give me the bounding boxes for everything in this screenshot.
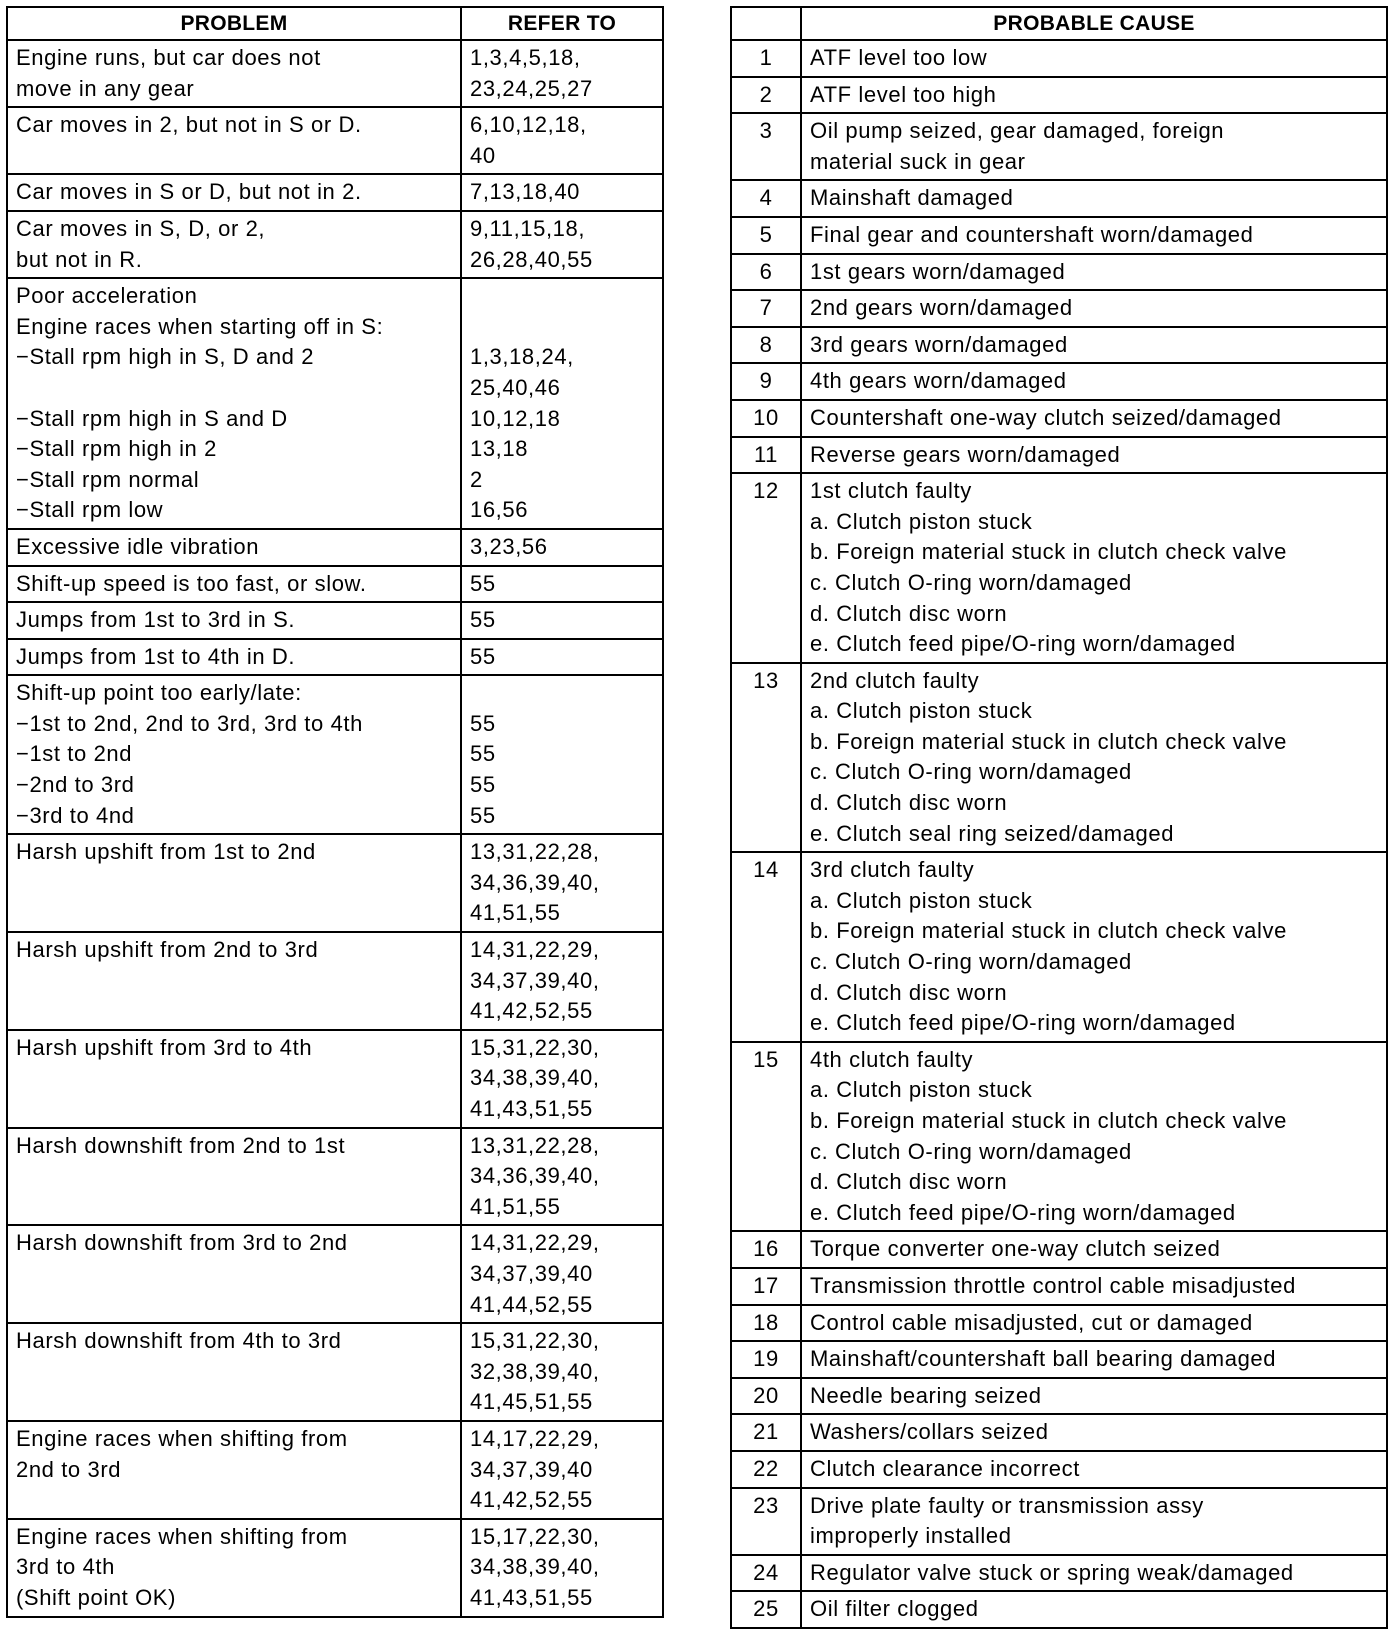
problem-cell (7, 1519, 461, 1617)
cause-row (731, 290, 1387, 327)
refer-to-line: 34,37,39,40 (470, 1456, 593, 1482)
refer-to-cell (461, 1128, 663, 1226)
refer-to-line: 13,31,22,28, (470, 1132, 600, 1158)
refer-to-line (470, 312, 654, 343)
refer-to-line: 15,17,22,30, (470, 1523, 600, 1549)
refer-to-line: 41,43,51,55 (470, 1584, 593, 1610)
cause-number: 16 (731, 1231, 801, 1268)
cause-text-line: a. Clutch piston stuck (810, 1077, 1033, 1103)
problem-text-line: Excessive idle vibration (16, 533, 260, 559)
refer-to-cell (461, 107, 663, 174)
refer-to-line: 2 (470, 466, 483, 492)
cause-text-line: b. Foreign material stuck in clutch check valve (810, 918, 1287, 944)
problem-text-line: (Shift point OK) (16, 1584, 176, 1610)
cause-cell (801, 1378, 1387, 1415)
refer-to-cell (461, 211, 663, 278)
cause-cell (801, 1488, 1387, 1555)
problem-cell (7, 1323, 461, 1421)
cause-text-line: c. Clutch O-ring worn/damaged (810, 759, 1132, 785)
problem-row (7, 174, 663, 211)
problem-text-line: 3rd to 4th (16, 1554, 115, 1580)
problem-text-line: −1st to 2nd (16, 741, 133, 767)
problem-text-line: Harsh upshift from 3rd to 4th (16, 1034, 313, 1060)
spacer-line (16, 1357, 452, 1388)
problem-cell (7, 1128, 461, 1226)
cause-number: 3 (731, 113, 801, 180)
refer-to-header: REFER TO (461, 7, 663, 40)
cause-cell (801, 1451, 1387, 1488)
cause-number: 2 (731, 77, 801, 114)
cause-cell (801, 1555, 1387, 1592)
cause-cell (801, 1042, 1387, 1232)
problem-text-line: Engine runs, but car does not (16, 45, 321, 70)
cause-number: 18 (731, 1305, 801, 1342)
refer-to-line: 26,28,40,55 (470, 246, 593, 272)
problem-text-line: −Stall rpm low (16, 497, 164, 523)
problem-cell (7, 932, 461, 1030)
spacer-line (16, 996, 452, 1027)
cause-text-line: b. Foreign material stuck in clutch check valve (810, 728, 1287, 754)
problem-text-line: Harsh upshift from 2nd to 3rd (16, 937, 319, 963)
problem-row (7, 602, 663, 639)
cause-row (731, 663, 1387, 853)
cause-text-line: c. Clutch O-ring worn/damaged (810, 569, 1132, 595)
refer-to-line: 34,37,39,40, (470, 967, 600, 993)
refer-to-line: 14,17,22,29, (470, 1425, 600, 1451)
cause-text-line: Regulator valve stuck or spring weak/damaged (810, 1559, 1294, 1585)
cause-text-line: 4th gears worn/damaged (810, 368, 1067, 394)
cause-number: 10 (731, 400, 801, 437)
problem-text-line: Engine races when shifting from (16, 1523, 348, 1549)
spacer-line (16, 1094, 452, 1125)
cause-row (731, 1488, 1387, 1555)
problem-row (7, 1225, 663, 1323)
problem-table (6, 6, 664, 1618)
refer-to-line (470, 281, 654, 312)
spacer-line (16, 966, 452, 997)
cause-cell (801, 290, 1387, 327)
problem-row (7, 1421, 663, 1519)
cause-row (731, 1378, 1387, 1415)
spacer-line (16, 1259, 452, 1290)
problem-cell (7, 1421, 461, 1519)
cause-number: 8 (731, 327, 801, 364)
problem-text-line: −Stall rpm high in S and D (16, 405, 288, 431)
cause-table-body (731, 40, 1387, 1628)
cause-number: 6 (731, 254, 801, 291)
problem-text-line: Harsh upshift from 1st to 2nd (16, 839, 316, 865)
cause-cell (801, 77, 1387, 114)
spacer-line (16, 1387, 452, 1418)
cause-cell (801, 1305, 1387, 1342)
cause-text-line: Oil pump seized, gear damaged, foreign (810, 118, 1225, 144)
cause-cell (801, 1231, 1387, 1268)
refer-to-line: 9,11,15,18, (470, 215, 586, 241)
problem-row (7, 566, 663, 603)
cause-cell (801, 663, 1387, 853)
problem-row (7, 639, 663, 676)
refer-to-line: 34,36,39,40, (470, 1163, 600, 1189)
cause-text-line: d. Clutch disc worn (810, 1169, 1008, 1195)
cause-text-line: 1st gears worn/damaged (810, 258, 1066, 284)
refer-to-cell (461, 932, 663, 1030)
refer-to-line: 40 (470, 142, 496, 168)
cause-table-header (731, 7, 1387, 40)
cause-number: 11 (731, 437, 801, 474)
refer-to-cell (461, 639, 663, 676)
cause-text-line: Torque converter one-way clutch seized (810, 1236, 1221, 1262)
cause-text-line: e. Clutch feed pipe/O-ring worn/damaged (810, 1199, 1236, 1225)
problem-text-line: −Stall rpm normal (16, 466, 200, 492)
problem-text-line: Poor acceleration (16, 283, 198, 309)
cause-cell (801, 40, 1387, 77)
refer-to-line: 55 (470, 607, 496, 633)
problem-table-header (7, 7, 663, 40)
cause-text-line: d. Clutch disc worn (810, 979, 1008, 1005)
problem-table-body (7, 40, 663, 1617)
problem-cell (7, 278, 461, 529)
cause-cell (801, 1341, 1387, 1378)
problem-row (7, 278, 663, 529)
cause-number: 1 (731, 40, 801, 77)
refer-to-cell (461, 675, 663, 834)
refer-to-line: 41,51,55 (470, 900, 561, 926)
refer-to-line: 41,45,51,55 (470, 1389, 593, 1415)
problem-text-line: 2nd to 3rd (16, 1456, 122, 1482)
cause-number: 20 (731, 1378, 801, 1415)
refer-to-cell (461, 1519, 663, 1617)
refer-to-line (470, 678, 654, 709)
problem-cell (7, 639, 461, 676)
problem-cell (7, 566, 461, 603)
problem-text-line: −Stall rpm high in 2 (16, 436, 217, 462)
refer-to-line: 55 (470, 710, 496, 736)
cause-text-line: a. Clutch piston stuck (810, 698, 1033, 724)
problem-row (7, 1323, 663, 1421)
cause-cell (801, 113, 1387, 180)
problem-row (7, 107, 663, 174)
problem-row (7, 932, 663, 1030)
cause-text-line: 1st clutch faulty (810, 478, 972, 504)
refer-to-line: 34,37,39,40 (470, 1260, 593, 1286)
refer-to-cell (461, 1421, 663, 1519)
refer-to-line: 7,13,18,40 (470, 179, 580, 205)
cause-text-line: e. Clutch feed pipe/O-ring worn/damaged (810, 631, 1236, 657)
refer-to-cell (461, 1323, 663, 1421)
refer-to-line: 3,23,56 (470, 533, 548, 559)
problem-row (7, 675, 663, 834)
refer-to-line: 55 (470, 741, 496, 767)
cause-text-line: Transmission throttle control cable misadjusted (810, 1272, 1296, 1298)
refer-to-line: 55 (470, 772, 496, 798)
cause-text-line: improperly installed (810, 1523, 1012, 1549)
refer-to-cell (461, 1225, 663, 1323)
cause-text-line: Drive plate faulty or transmission assy (810, 1492, 1204, 1518)
problem-text-line: Jumps from 1st to 4th in D. (16, 643, 296, 669)
cause-text-line: 2nd gears worn/damaged (810, 295, 1073, 321)
refer-to-line: 23,24,25,27 (470, 75, 593, 101)
cause-number: 12 (731, 473, 801, 663)
cause-text-line: ATF level too low (810, 45, 988, 70)
refer-to-line: 1,3,4,5,18, (470, 45, 581, 70)
cause-cell (801, 217, 1387, 254)
cause-row (731, 113, 1387, 180)
problem-row (7, 211, 663, 278)
cause-text-line: b. Foreign material stuck in clutch check valve (810, 539, 1287, 565)
problem-cell (7, 174, 461, 211)
refer-to-line: 32,38,39,40, (470, 1358, 600, 1384)
cause-cell (801, 473, 1387, 663)
cause-number: 14 (731, 852, 801, 1042)
refer-to-line: 55 (470, 643, 496, 669)
cause-row (731, 852, 1387, 1042)
refer-to-line: 14,31,22,29, (470, 1230, 600, 1256)
cause-text-line: 4th clutch faulty (810, 1046, 974, 1072)
problem-text-line: move in any gear (16, 75, 195, 101)
refer-to-line: 34,38,39,40, (470, 1065, 600, 1091)
cause-number: 15 (731, 1042, 801, 1232)
refer-to-cell (461, 566, 663, 603)
refer-to-line: 34,36,39,40, (470, 869, 600, 895)
cause-row (731, 1231, 1387, 1268)
cause-row (731, 254, 1387, 291)
cause-cell (801, 254, 1387, 291)
cause-text-line: c. Clutch O-ring worn/damaged (810, 1138, 1132, 1164)
problem-cell (7, 211, 461, 278)
cause-number: 17 (731, 1268, 801, 1305)
problem-cell (7, 1030, 461, 1128)
refer-to-line: 13,18 (470, 436, 529, 462)
spacer-line (16, 898, 452, 929)
refer-to-line: 16,56 (470, 497, 529, 523)
refer-to-line: 6,10,12,18, (470, 112, 587, 138)
cause-text-line: Needle bearing seized (810, 1382, 1042, 1408)
cause-number: 4 (731, 180, 801, 217)
refer-to-line: 13,31,22,28, (470, 839, 600, 865)
refer-to-line: 41,42,52,55 (470, 998, 593, 1024)
problem-text-line: −Stall rpm high in S, D and 2 (16, 344, 315, 370)
refer-to-line: 55 (470, 802, 496, 828)
problem-cell (7, 40, 461, 107)
problem-header: PROBLEM (7, 7, 461, 40)
cause-row (731, 40, 1387, 77)
spacer-line (16, 141, 452, 172)
spacer-line (16, 1161, 452, 1192)
spacer-line (16, 1063, 452, 1094)
refer-to-line: 41,42,52,55 (470, 1487, 593, 1513)
cause-cell (801, 327, 1387, 364)
refer-to-line: 14,31,22,29, (470, 937, 600, 963)
cause-row (731, 1268, 1387, 1305)
cause-cell (801, 852, 1387, 1042)
problem-text-line: −3rd to 4nd (16, 802, 135, 828)
problem-row (7, 1128, 663, 1226)
cause-cell (801, 437, 1387, 474)
cause-row (731, 1591, 1387, 1628)
cause-row (731, 1555, 1387, 1592)
cause-number: 9 (731, 363, 801, 400)
cause-text-line: Control cable misadjusted, cut or damaged (810, 1309, 1253, 1335)
cause-row (731, 327, 1387, 364)
problem-text-line: −2nd to 3rd (16, 772, 135, 798)
refer-to-line: 10,12,18 (470, 405, 561, 431)
cause-text-line: 3rd clutch faulty (810, 857, 975, 883)
problem-text-line: Harsh downshift from 4th to 3rd (16, 1328, 342, 1354)
cause-row (731, 400, 1387, 437)
cause-cell (801, 363, 1387, 400)
refer-to-line: 25,40,46 (470, 374, 561, 400)
cause-cell (801, 1591, 1387, 1628)
cause-row (731, 437, 1387, 474)
cause-row (731, 473, 1387, 663)
cause-text-line: Clutch clearance incorrect (810, 1455, 1080, 1481)
cause-text-line: Reverse gears worn/damaged (810, 441, 1121, 467)
cause-text-line: ATF level too high (810, 81, 997, 107)
cause-number-header (731, 7, 801, 40)
problem-text-line: Shift-up speed is too fast, or slow. (16, 570, 367, 596)
cause-text-line: d. Clutch disc worn (810, 790, 1008, 816)
spacer-line (16, 1290, 452, 1321)
problem-text-line: Car moves in S or D, but not in 2. (16, 179, 362, 205)
cause-text-line: Final gear and countershaft worn/damaged (810, 221, 1254, 247)
cause-number: 23 (731, 1488, 801, 1555)
cause-row (731, 363, 1387, 400)
cause-text-line: Oil filter clogged (810, 1596, 979, 1622)
probable-cause-header: PROBABLE CAUSE (801, 7, 1387, 40)
cause-row (731, 1341, 1387, 1378)
refer-to-line: 41,44,52,55 (470, 1291, 593, 1317)
cause-number: 22 (731, 1451, 801, 1488)
refer-to-line: 15,31,22,30, (470, 1034, 600, 1060)
problem-text-line: Engine races when starting off in S: (16, 313, 384, 339)
cause-number: 24 (731, 1555, 801, 1592)
cause-number: 5 (731, 217, 801, 254)
cause-row (731, 1451, 1387, 1488)
spacer-line (16, 1192, 452, 1223)
problem-row (7, 834, 663, 932)
problem-row (7, 529, 663, 566)
cause-row (731, 1042, 1387, 1232)
cause-text-line: c. Clutch O-ring worn/damaged (810, 949, 1132, 975)
cause-row (731, 217, 1387, 254)
refer-to-line: 41,51,55 (470, 1193, 561, 1219)
problem-text-line: Car moves in 2, but not in S or D. (16, 112, 362, 138)
refer-to-cell (461, 602, 663, 639)
problem-text-line: Jumps from 1st to 3rd in S. (16, 607, 296, 633)
problem-cell (7, 1225, 461, 1323)
cause-text-line: a. Clutch piston stuck (810, 887, 1033, 913)
problem-text-line: Engine races when shifting from (16, 1425, 348, 1451)
cause-number: 19 (731, 1341, 801, 1378)
refer-to-cell (461, 40, 663, 107)
probable-cause-table (730, 6, 1388, 1629)
problem-text-line: but not in R. (16, 246, 143, 272)
problem-text-line: Car moves in S, D, or 2, (16, 215, 266, 241)
cause-row (731, 1414, 1387, 1451)
problem-text-line: Harsh downshift from 2nd to 1st (16, 1132, 346, 1158)
cause-text-line: Washers/collars seized (810, 1419, 1049, 1445)
problem-row (7, 40, 663, 107)
problem-cell (7, 107, 461, 174)
cause-cell (801, 1268, 1387, 1305)
refer-to-line: 55 (470, 570, 496, 596)
problem-cell (7, 675, 461, 834)
problem-text-line: Harsh downshift from 3rd to 2nd (16, 1230, 348, 1256)
cause-text-line: e. Clutch feed pipe/O-ring worn/damaged (810, 1010, 1236, 1036)
cause-text-line: b. Foreign material stuck in clutch check valve (810, 1108, 1287, 1133)
cause-cell (801, 180, 1387, 217)
problem-cell (7, 529, 461, 566)
spacer-line (16, 1485, 452, 1516)
refer-to-line: 15,31,22,30, (470, 1328, 600, 1354)
cause-text-line: a. Clutch piston stuck (810, 508, 1033, 534)
cause-number: 7 (731, 290, 801, 327)
cause-number: 13 (731, 663, 801, 853)
problem-row (7, 1030, 663, 1128)
cause-number: 25 (731, 1591, 801, 1628)
refer-to-line: 1,3,18,24, (470, 344, 574, 370)
problem-cell (7, 834, 461, 932)
cause-cell (801, 400, 1387, 437)
cause-text-line: 2nd clutch faulty (810, 667, 980, 693)
cause-cell (801, 1414, 1387, 1451)
cause-number: 21 (731, 1414, 801, 1451)
problem-text-line: −1st to 2nd, 2nd to 3rd, 3rd to 4th (16, 710, 363, 736)
refer-to-cell (461, 278, 663, 529)
refer-to-cell (461, 529, 663, 566)
cause-row (731, 180, 1387, 217)
refer-to-cell (461, 834, 663, 932)
cause-text-line: Mainshaft/countershaft ball bearing damaged (810, 1346, 1277, 1372)
problem-row (7, 1519, 663, 1617)
problem-cell (7, 602, 461, 639)
cause-text-line: e. Clutch seal ring seized/damaged (810, 820, 1175, 846)
cause-row (731, 77, 1387, 114)
refer-to-line: 41,43,51,55 (470, 1096, 593, 1121)
spacer-line (16, 868, 452, 899)
cause-text-line: Mainshaft damaged (810, 185, 1014, 211)
cause-text-line: Countershaft one-way clutch seized/damaged (810, 404, 1282, 430)
problem-text-line (16, 373, 452, 404)
refer-to-cell (461, 174, 663, 211)
cause-row (731, 1305, 1387, 1342)
problem-text-line: Shift-up point too early/late: (16, 680, 302, 706)
cause-text-line: material suck in gear (810, 148, 1026, 174)
cause-text-line: d. Clutch disc worn (810, 600, 1008, 626)
refer-to-line: 34,38,39,40, (470, 1554, 600, 1580)
cause-text-line: 3rd gears worn/damaged (810, 331, 1068, 357)
refer-to-cell (461, 1030, 663, 1128)
